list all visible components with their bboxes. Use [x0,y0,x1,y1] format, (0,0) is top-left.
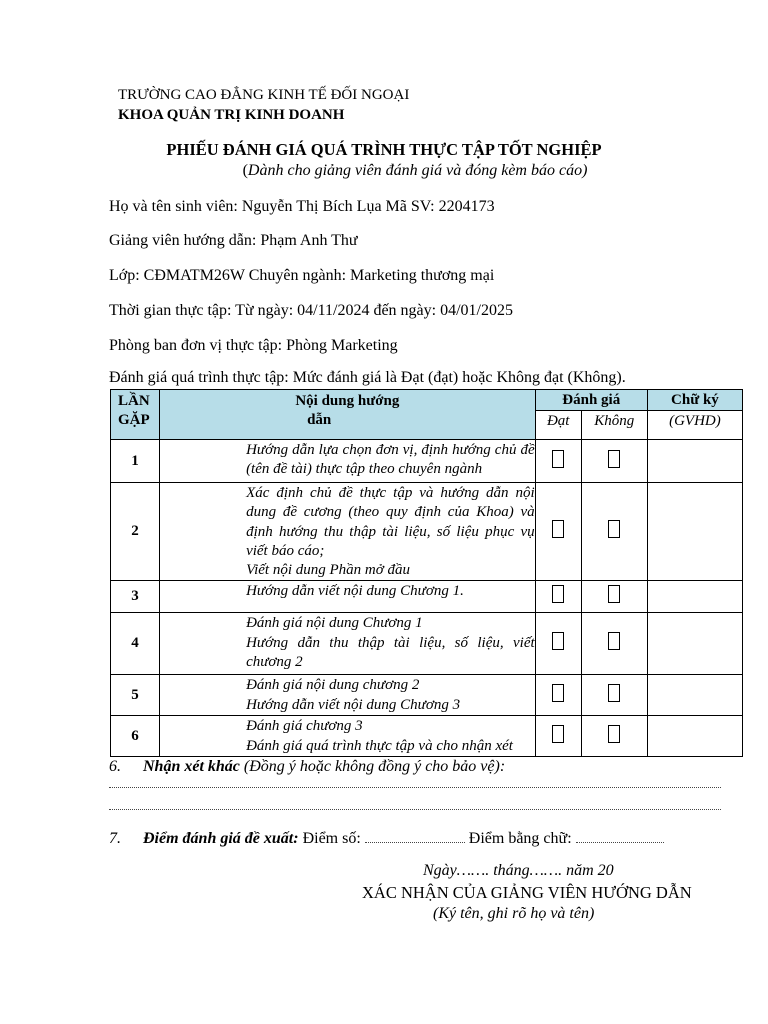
score-number-label: Điểm số: [298,830,365,847]
evaluation-table [110,389,743,757]
section6-label: Nhận xét khác [143,758,240,775]
header-content [160,390,536,440]
signature-cell[interactable] [647,613,742,675]
row-content-line: Viết nội dung Phần mở đầu [246,562,411,579]
pass-checkbox[interactable] [552,520,564,538]
pass-cell[interactable] [535,675,581,716]
evaluation-note: Đánh giá quá trình thực tập: Mức đánh giá là Đạt (đạt) hoặc Không đạt (Không). [109,369,626,386]
fail-checkbox[interactable] [608,520,620,538]
section6-note: (Đồng ý hoặc không đồng ý cho bảo vệ): [239,758,506,775]
row-content-line: Hướng dẫn viết nội dung Chương 3 [246,696,461,713]
header-meeting-line1: LẦN [118,393,150,409]
row-content [160,581,536,613]
header-signature-sub: (GVHD) [647,411,742,440]
header-fail: Không [581,411,647,440]
pass-cell[interactable] [535,581,581,613]
header-pass: Đạt [535,411,581,440]
signature-cell[interactable] [647,675,742,716]
signature-date: Ngày……. tháng……. năm 20 [423,862,614,879]
fail-checkbox[interactable] [608,450,620,468]
school-name: TRƯỜNG CAO ĐẲNG KINH TẾ ĐỐI NGOẠI [118,87,410,103]
header-signature: Chữ ký [647,390,742,411]
class-major-info: Lớp: CĐMATM26W Chuyên ngành: Marketing thương mại [109,267,495,284]
header-meeting [111,390,160,440]
faculty-name: KHOA QUẢN TRỊ KINH DOANH [118,107,345,123]
fail-checkbox[interactable] [608,632,620,650]
comment-line-1[interactable] [109,787,721,788]
row-number: 2 [111,483,160,581]
row-content [160,440,536,483]
fail-checkbox[interactable] [608,684,620,702]
row-content [160,675,536,716]
table-row [111,613,743,675]
section7-number: 7. [109,830,121,847]
form-subtitle [0,162,768,180]
score-text-field[interactable] [576,832,664,843]
table-row [111,581,743,613]
row-content [160,483,536,581]
signature-cell[interactable] [647,581,742,613]
header-evaluation: Đánh giá [535,390,647,411]
row-content-line: Đánh giá chương 3 [246,718,363,735]
fail-checkbox[interactable] [608,585,620,603]
fail-cell[interactable] [581,483,647,581]
table-row [111,716,743,757]
table-row [111,675,743,716]
row-content-line: Xác định chủ đề thực tập và hướng dẫn nội dung đề cương (theo quy định của Khoa) và định hướng thu thập tài liệu, số liệu phục vụ viết báo cáo; [246,485,535,559]
row-content [160,613,536,675]
fail-cell[interactable] [581,675,647,716]
row-number: 1 [111,440,160,483]
proposed-score-line [109,830,664,848]
section7-label: Điểm đánh giá đề xuất: [143,830,299,847]
pass-checkbox[interactable] [552,725,564,743]
fail-cell[interactable] [581,440,647,483]
pass-cell[interactable] [535,716,581,757]
comment-line-2[interactable] [109,809,721,810]
row-content-line: Đánh giá quá trình thực tập và cho nhận xét [246,737,513,754]
section6-number: 6. [109,758,121,775]
header-content-line1: Nội dung hướng [295,393,400,409]
fail-cell[interactable] [581,613,647,675]
pass-cell[interactable] [535,483,581,581]
supervisor-confirmation: XÁC NHẬN CỦA GIẢNG VIÊN HƯỚNG DẪN [362,883,692,902]
row-content-line: Đánh giá nội dung chương 2 [246,677,420,694]
pass-checkbox[interactable] [552,450,564,468]
pass-checkbox[interactable] [552,684,564,702]
row-content [160,716,536,757]
table-row [111,483,743,581]
pass-checkbox[interactable] [552,585,564,603]
row-content-line: Hướng dẫn viết nội dung Chương 1. [246,583,464,600]
row-number: 5 [111,675,160,716]
internship-period: Thời gian thực tập: Từ ngày: 04/11/2024 đến ngày: 04/01/2025 [109,302,513,319]
subtitle-text: Dành cho giảng viên đánh giá và đóng kèm báo cáo) [247,162,588,179]
header-content-line2: dẫn [307,412,332,428]
row-number: 6 [111,716,160,757]
student-info: Họ và tên sinh viên: Nguyễn Thị Bích Lụa Mã SV: 2204173 [109,198,495,215]
fail-cell[interactable] [581,581,647,613]
other-comments-line [109,758,505,776]
signature-note: (Ký tên, ghi rõ họ và tên) [433,905,595,922]
score-text-label: Điểm bằng chữ: [464,830,576,847]
row-content-line: Hướng dẫn lựa chọn đơn vị, định hướng chủ đề (tên đề tài) thực tập theo chuyên ngành [246,442,535,478]
pass-cell[interactable] [535,440,581,483]
row-number: 3 [111,581,160,613]
score-number-field[interactable] [365,832,465,843]
supervisor-info: Giảng viên hướng dẫn: Phạm Anh Thư [109,232,358,249]
signature-cell[interactable] [647,716,742,757]
signature-cell[interactable] [647,483,742,581]
header-meeting-line2: GẶP [118,412,150,428]
form-title: PHIẾU ĐÁNH GIÁ QUÁ TRÌNH THỰC TẬP TỐT NGHIỆP [166,140,602,159]
row-content-line: Đánh giá nội dung Chương 1 [246,615,423,632]
row-number: 4 [111,613,160,675]
fail-checkbox[interactable] [608,725,620,743]
fail-cell[interactable] [581,716,647,757]
department-info: Phòng ban đơn vị thực tập: Phòng Marketing [109,337,398,354]
subtitle-paren: ( [242,162,248,179]
signature-cell[interactable] [647,440,742,483]
row-content-line: Hướng dẫn thu thập tài liệu, số liệu, viết chương 2 [246,634,535,671]
table-row [111,440,743,483]
pass-cell[interactable] [535,613,581,675]
pass-checkbox[interactable] [552,632,564,650]
